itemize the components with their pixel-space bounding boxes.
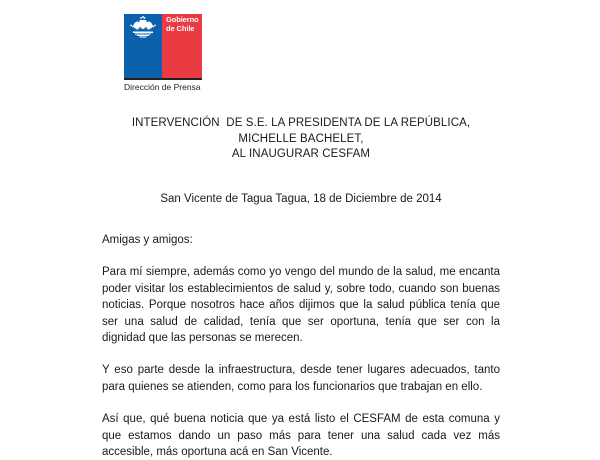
logo-blue-panel [124,14,162,78]
document-title-line-1: INTERVENCIÓN DE S.E. LA PRESIDENTA DE LA REPÚBLICA, [131,117,471,129]
logo-brand-text [166,16,199,33]
body-paragraph-1: Para mí siempre, además como yo vengo del mundo de la salud, me encanta poder visitar los establecimientos de salud y, sobre todo, cuando son buenas noticias. Porque nosotros hace años dijimos que la salud pública tenía que ser una salud de calidad, tenía que ser oportuna, tenía que ser con la dignidad que las personas se merecen. [102,266,500,345]
letterhead [124,14,202,93]
body-salutation: Amigas y amigos: [102,234,193,246]
document-title-line-3: AL INAUGURAR CESFAM [231,148,371,160]
body-paragraph-3: Así que, qué buena noticia que ya está listo el CESFAM de esta comuna y que estamos dando un paso más para tener una salud cada vez más accesible, más oportuna acá en San Vicente. [102,413,500,459]
dateline: San Vicente de Tagua Tagua, 18 de Diciembre de 2014 [160,193,442,205]
document-body [102,232,500,460]
body-paragraph-2: Y eso parte desde la infraestructura, desde tener lugares adecuados, tanto para quienes se atienden, como para los funcionarios que trabajan en ello. [102,364,500,393]
gobierno-de-chile-logo [124,14,202,80]
logo-red-panel [162,14,202,78]
chilean-coat-of-arms-icon [129,16,157,38]
letterhead-caption: Dirección de Prensa [124,82,201,92]
logo-brand-line-1: Gobierno [166,15,199,24]
logo-brand-line-2: de Chile [166,23,195,33]
document-title [102,116,500,163]
document-title-line-2: MICHELLE BACHELET, [238,132,364,145]
